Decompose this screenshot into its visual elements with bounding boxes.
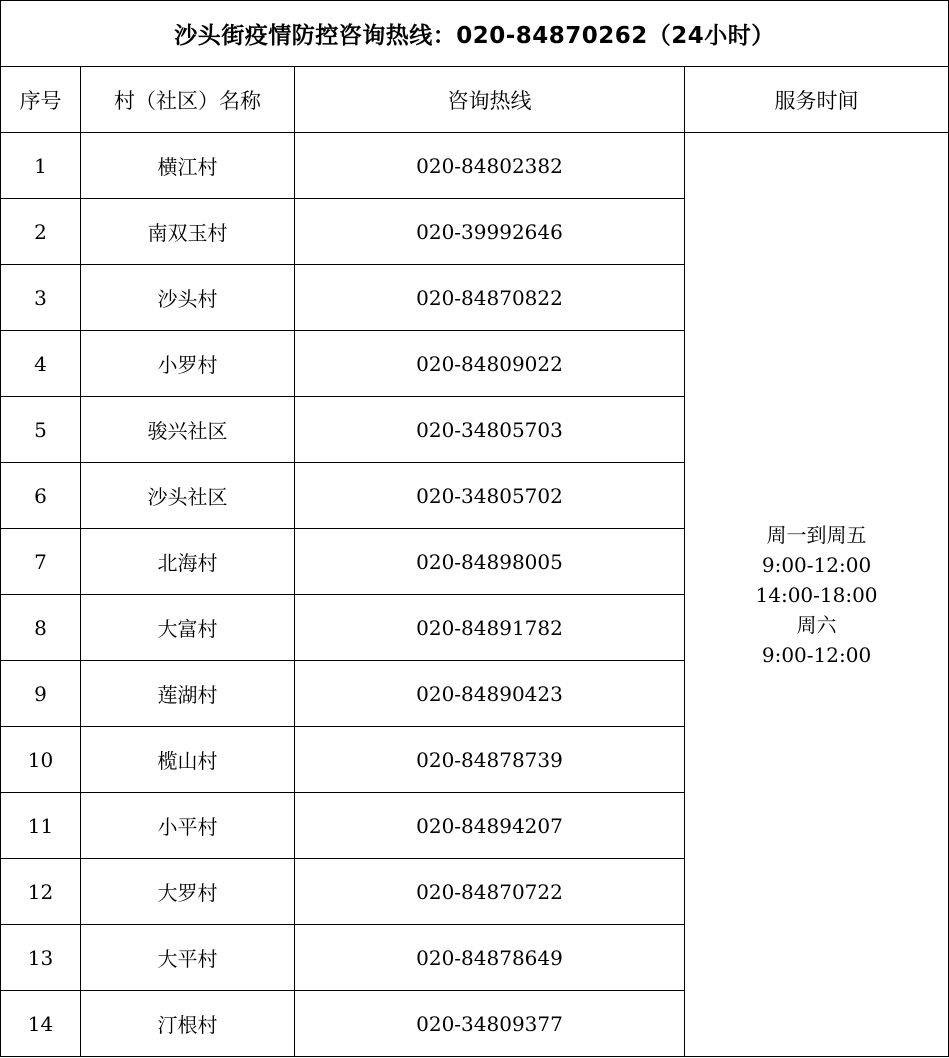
row-name: 榄山村	[81, 727, 295, 793]
row-index: 12	[1, 859, 81, 925]
service-time-weekday-morning: 9:00-12:00	[761, 552, 872, 577]
service-time-cell	[685, 133, 949, 1057]
row-phone: 020-34805703	[295, 397, 685, 463]
header-index: 序号	[1, 67, 81, 133]
row-phone: 020-84898005	[295, 529, 685, 595]
header-name: 村（社区）名称	[81, 67, 295, 133]
row-name: 沙头社区	[81, 463, 295, 529]
row-phone: 020-84870822	[295, 265, 685, 331]
row-name: 北海村	[81, 529, 295, 595]
service-time-saturday: 周六	[796, 612, 837, 637]
row-name: 南双玉村	[81, 199, 295, 265]
row-index: 9	[1, 661, 81, 727]
row-phone: 020-84878649	[295, 925, 685, 991]
row-phone: 020-84878739	[295, 727, 685, 793]
title-row	[1, 1, 949, 67]
row-phone: 020-39992646	[295, 199, 685, 265]
row-phone: 020-84890423	[295, 661, 685, 727]
row-phone: 020-84870722	[295, 859, 685, 925]
row-name: 横江村	[81, 133, 295, 199]
row-index: 10	[1, 727, 81, 793]
row-phone: 020-84809022	[295, 331, 685, 397]
header-phone: 咨询热线	[295, 67, 685, 133]
header-row	[1, 67, 949, 133]
header-time: 服务时间	[685, 67, 949, 133]
row-index: 2	[1, 199, 81, 265]
row-phone: 020-34809377	[295, 991, 685, 1057]
row-name: 莲湖村	[81, 661, 295, 727]
row-phone: 020-34805702	[295, 463, 685, 529]
row-index: 11	[1, 793, 81, 859]
row-index: 1	[1, 133, 81, 199]
row-name: 骏兴社区	[81, 397, 295, 463]
row-name: 小罗村	[81, 331, 295, 397]
row-index: 13	[1, 925, 81, 991]
row-name: 汀根村	[81, 991, 295, 1057]
row-index: 5	[1, 397, 81, 463]
row-index: 6	[1, 463, 81, 529]
row-index: 14	[1, 991, 81, 1057]
row-index: 4	[1, 331, 81, 397]
row-name: 大富村	[81, 595, 295, 661]
table-row	[1, 133, 949, 199]
service-time-saturday-morning: 9:00-12:00	[761, 642, 872, 667]
row-index: 3	[1, 265, 81, 331]
row-phone: 020-84802382	[295, 133, 685, 199]
service-time-weekday-afternoon: 14:00-18:00	[755, 582, 878, 607]
row-phone: 020-84891782	[295, 595, 685, 661]
row-index: 7	[1, 529, 81, 595]
row-name: 大平村	[81, 925, 295, 991]
row-name: 沙头村	[81, 265, 295, 331]
row-name: 大罗村	[81, 859, 295, 925]
row-phone: 020-84894207	[295, 793, 685, 859]
table-title: 沙头街疫情防控咨询热线：020-84870262（24小时）	[1, 1, 949, 67]
row-index: 8	[1, 595, 81, 661]
row-name: 小平村	[81, 793, 295, 859]
service-time-weekdays: 周一到周五	[766, 522, 867, 547]
